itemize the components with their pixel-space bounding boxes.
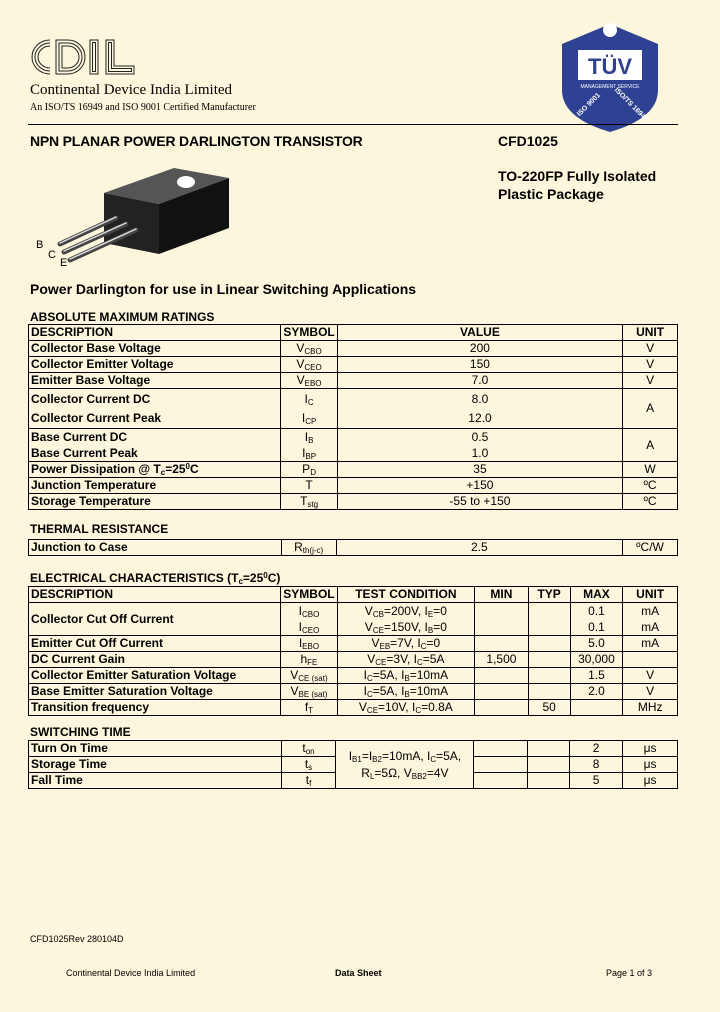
row-typ xyxy=(528,773,570,789)
table-row xyxy=(29,389,678,429)
row-condition: $I_{B1}=I_{B2}=10mA$, $I_C=5A$, $R_L=5\Omega$, $V_{BB2}=4V$ xyxy=(336,741,474,789)
row-description: Emitter Base Voltage xyxy=(29,373,281,389)
table-row xyxy=(29,668,678,684)
table-row xyxy=(29,636,678,652)
row-description: Collector Current DC Collector Current Peak xyxy=(29,389,281,429)
row-unit: ºC/W xyxy=(623,540,678,556)
row-symbol: $V_{CBO}$ xyxy=(281,341,337,357)
row-description: Storage Temperature xyxy=(29,494,281,510)
row-description: Collector Emitter Voltage xyxy=(29,357,281,373)
table-row xyxy=(29,462,678,478)
row-description: Base Emitter Saturation Voltage xyxy=(29,684,281,700)
row-min: 1,500 xyxy=(475,652,529,668)
row-unit: μs xyxy=(623,773,678,789)
row-condition: $V_{CE}=3V$, $I_C=5A$ xyxy=(337,652,474,668)
row-symbol: $h_{FE}$ xyxy=(281,652,337,668)
row-unit: ºC xyxy=(623,494,678,510)
row-min xyxy=(475,700,529,716)
tuv-logo-text: TÜV xyxy=(588,54,632,79)
row-symbol: $f_T$ xyxy=(281,700,337,716)
row-condition: $V_{CE}=10V$, $I_C=0.8A$ xyxy=(337,700,474,716)
certification-line: An ISO/TS 16949 and ISO 9001 Certified Manufacturer xyxy=(30,102,256,113)
row-description: Collector Base Voltage xyxy=(29,341,281,357)
row-max: 5 xyxy=(570,773,623,789)
table-row xyxy=(29,494,678,510)
row-min xyxy=(474,773,528,789)
row-symbol: $R_{th(j-c)}$ xyxy=(281,540,336,556)
row-symbol: $I_C$ $I_{CP}$ xyxy=(281,389,337,429)
row-description: Emitter Cut Off Current xyxy=(29,636,281,652)
row-typ xyxy=(528,741,570,757)
row-value: 150 xyxy=(337,357,622,373)
package-line-1: TO-220FP Fully Isolated xyxy=(498,168,657,184)
abs-max-heading: ABSOLUTE MAXIMUM RATINGS xyxy=(30,310,215,324)
row-description: Fall Time xyxy=(29,773,282,789)
electrical-table xyxy=(28,586,678,716)
row-symbol: $I_{EBO}$ xyxy=(281,636,337,652)
cdil-logo xyxy=(28,36,138,78)
table-header-row xyxy=(29,587,678,603)
table-row xyxy=(29,357,678,373)
thermal-table xyxy=(28,539,678,556)
row-symbol: $V_{BE (sat)}$ xyxy=(281,684,337,700)
row-symbol: $t_{on}$ xyxy=(281,741,336,757)
row-max xyxy=(570,700,623,716)
table-row xyxy=(29,429,678,462)
row-min xyxy=(475,668,529,684)
row-description: Junction Temperature xyxy=(29,478,281,494)
table-row xyxy=(29,684,678,700)
row-description: Storage Time xyxy=(29,757,282,773)
revision-code: CFD1025Rev 280104D xyxy=(30,934,124,944)
part-number: CFD1025 xyxy=(498,133,558,149)
row-symbol: $t_f$ xyxy=(281,773,336,789)
row-symbol: T xyxy=(281,478,337,494)
col-description: DESCRIPTION xyxy=(29,587,281,603)
package-description xyxy=(498,167,656,203)
row-unit: μs xyxy=(623,757,678,773)
tuv-certification-seal xyxy=(554,22,666,134)
row-description: Collector Cut Off Current xyxy=(29,603,281,636)
row-unit: W xyxy=(623,462,678,478)
col-unit: UNIT xyxy=(623,587,678,603)
row-condition: $I_C=5A$, $I_B=10mA$ xyxy=(337,668,474,684)
row-min xyxy=(475,636,529,652)
tuv-service-text: MANAGEMENT SERVICE xyxy=(580,84,640,90)
table-row xyxy=(29,741,678,757)
row-condition: $V_{EB}=7V$, $I_C=0$ xyxy=(337,636,474,652)
row-unit: A xyxy=(623,389,678,429)
company-name: Continental Device India Limited xyxy=(30,82,233,98)
row-unit: mA mA xyxy=(623,603,678,636)
table-row xyxy=(29,603,678,636)
col-typ: TYP xyxy=(528,587,570,603)
row-min xyxy=(474,757,528,773)
row-typ xyxy=(528,684,570,700)
row-unit: V xyxy=(623,341,678,357)
row-unit: μs xyxy=(623,741,678,757)
col-symbol: SYMBOL xyxy=(281,587,337,603)
page-number: Page 1 of 3 xyxy=(606,968,653,978)
row-typ xyxy=(528,668,570,684)
row-max: 30,000 xyxy=(570,652,623,668)
row-typ xyxy=(528,603,570,636)
row-symbol: $T_{stg}$ xyxy=(281,494,337,510)
table-row xyxy=(29,700,678,716)
row-value: 0.5 1.0 xyxy=(337,429,622,462)
pin-label-c: C xyxy=(48,249,56,261)
row-max: 8 xyxy=(570,757,623,773)
electrical-heading: ELECTRICAL CHARACTERISTICS $(T_c=25^0C)$ xyxy=(30,571,281,586)
row-symbol: $V_{CE (sat)}$ xyxy=(281,668,337,684)
row-condition: $V_{CB}=200V$, $I_E=0$ $V_{CE}=150V$, $I_B=0$ xyxy=(337,603,474,636)
row-description: Turn On Time xyxy=(29,741,282,757)
row-max: 1.5 xyxy=(570,668,623,684)
row-typ: 50 xyxy=(528,700,570,716)
row-description: Transition frequency xyxy=(29,700,281,716)
row-value: -55 to +150 xyxy=(337,494,622,510)
row-unit: V xyxy=(623,668,678,684)
col-test-condition: TEST CONDITION xyxy=(337,587,474,603)
header-divider xyxy=(28,124,678,125)
row-typ xyxy=(528,757,570,773)
pin-label-e: E xyxy=(60,257,68,268)
row-symbol: $P_D$ xyxy=(281,462,337,478)
row-max: 2 xyxy=(570,741,623,757)
col-description: DESCRIPTION xyxy=(29,325,281,341)
tuv-iso-text: ISO 9001 xyxy=(576,92,602,118)
row-unit: V xyxy=(623,373,678,389)
switching-table xyxy=(28,740,678,789)
row-description: Collector Emitter Saturation Voltage xyxy=(29,668,281,684)
row-typ xyxy=(528,636,570,652)
row-value: 200 xyxy=(337,341,622,357)
row-unit: A xyxy=(623,429,678,462)
row-symbol: $I_{CBO}$ $I_{CEO}$ xyxy=(281,603,337,636)
row-value: 2.5 xyxy=(336,540,622,556)
row-value: +150 xyxy=(337,478,622,494)
row-symbol: $I_B$ $I_{BP}$ xyxy=(281,429,337,462)
table-row xyxy=(29,652,678,668)
tuv-isots-text: ISO/TS 16949 xyxy=(612,86,650,124)
row-unit: mA xyxy=(623,636,678,652)
col-unit: UNIT xyxy=(623,325,678,341)
row-max: 2.0 xyxy=(570,684,623,700)
row-value: 35 xyxy=(337,462,622,478)
row-min xyxy=(475,684,529,700)
row-min xyxy=(475,603,529,636)
row-max: 5.0 xyxy=(570,636,623,652)
col-max: MAX xyxy=(570,587,623,603)
col-value: VALUE xyxy=(337,325,622,341)
pin-label-b: B xyxy=(36,239,44,251)
row-unit: V xyxy=(623,357,678,373)
row-symbol: $V_{EBO}$ xyxy=(281,373,337,389)
abs-max-table xyxy=(28,324,678,510)
row-value: 8.0 12.0 xyxy=(337,389,622,429)
row-unit: MHz xyxy=(623,700,678,716)
row-symbol: $t_s$ xyxy=(281,757,336,773)
row-condition: $I_C=5A$, $I_B=10mA$ xyxy=(337,684,474,700)
switching-heading: SWITCHING TIME xyxy=(30,725,131,739)
row-unit: ºC xyxy=(623,478,678,494)
row-description: DC Current Gain xyxy=(29,652,281,668)
row-description: Power Dissipation @ $T_c=25^0C$ xyxy=(29,462,281,478)
row-min xyxy=(474,741,528,757)
table-row xyxy=(29,341,678,357)
thermal-heading: THERMAL RESISTANCE xyxy=(30,522,169,536)
row-typ xyxy=(528,652,570,668)
table-row xyxy=(29,478,678,494)
row-max: 0.1 0.1 xyxy=(570,603,623,636)
row-value: 7.0 xyxy=(337,373,622,389)
col-min: MIN xyxy=(475,587,529,603)
row-unit xyxy=(623,652,678,668)
row-unit: V xyxy=(623,684,678,700)
col-symbol: SYMBOL xyxy=(281,325,337,341)
footer-company: Continental Device India Limited xyxy=(66,968,196,978)
footer-datasheet: Data Sheet xyxy=(335,968,382,978)
row-description: Junction to Case xyxy=(29,540,282,556)
package-line-2: Plastic Package xyxy=(498,186,604,202)
device-title: NPN PLANAR POWER DARLINGTON TRANSISTOR xyxy=(30,133,363,149)
row-symbol: $V_{CEO}$ xyxy=(281,357,337,373)
row-description: Base Current DC Base Current Peak xyxy=(29,429,281,462)
table-row xyxy=(29,540,678,556)
application-statement: Power Darlington for use in Linear Switching Applications xyxy=(30,281,417,297)
table-row xyxy=(29,373,678,389)
table-header-row xyxy=(29,325,678,341)
to220fp-package-image xyxy=(34,158,234,268)
